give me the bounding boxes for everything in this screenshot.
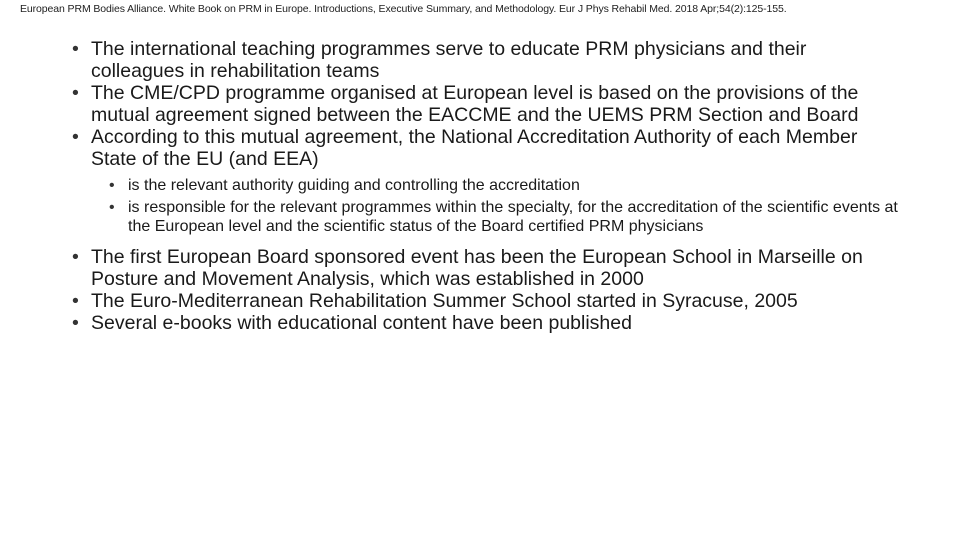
bullet-list bbox=[72, 38, 902, 334]
bullet-dot: • bbox=[72, 38, 79, 60]
bullet-text: According to this mutual agreement, the National Accreditation Authority of each Member State of the EU (and EEA) bbox=[91, 126, 858, 170]
bullet-item bbox=[72, 290, 902, 312]
bullet-dot: • bbox=[72, 312, 79, 334]
sub-bullet-item bbox=[109, 176, 902, 195]
citation-reference: European PRM Bodies Alliance. White Book on PRM in Europe. Introductions, Executive Summary, and Methodology. Eur J Phys Rehabil Med. 2018 Apr;54(2):125-155. bbox=[20, 3, 787, 15]
bullet-text: The first European Board sponsored event has been the European School in Marseille on Posture and Movement Analysis, which was established in 2000 bbox=[91, 246, 863, 290]
bullet-dot: • bbox=[72, 126, 79, 148]
bullet-item bbox=[72, 246, 902, 290]
bullet-item bbox=[72, 38, 902, 82]
bullet-text: The international teaching programmes serve to educate PRM physicians and their colleagues in rehabilitation teams bbox=[91, 38, 807, 82]
bullet-text: The Euro-Mediterranean Rehabilitation Summer School started in Syracuse, 2005 bbox=[91, 290, 798, 312]
bullet-item bbox=[72, 126, 902, 236]
sub-bullet-item bbox=[109, 198, 902, 236]
bullet-item bbox=[72, 312, 902, 334]
sub-bullet-text: is responsible for the relevant programmes within the specialty, for the accreditation of the scientific events at the European level and the scientific status of the Board certified PRM physicians bbox=[128, 199, 898, 235]
sub-bullet-text: is the relevant authority guiding and controlling the accreditation bbox=[128, 177, 580, 194]
bullet-text: Several e-books with educational content have been published bbox=[91, 312, 632, 334]
bullet-dot: • bbox=[72, 82, 79, 104]
bullet-dot: • bbox=[72, 246, 79, 268]
bullet-dot: • bbox=[72, 290, 79, 312]
sub-bullet-dot: • bbox=[109, 199, 115, 216]
sub-bullet-dot: • bbox=[109, 177, 115, 194]
sub-bullet-list bbox=[91, 176, 902, 236]
bullet-item bbox=[72, 82, 902, 126]
bullet-text: The CME/CPD programme organised at European level is based on the provisions of the mutual agreement signed between the EACCME and the UEMS PRM Section and Board bbox=[91, 82, 859, 126]
